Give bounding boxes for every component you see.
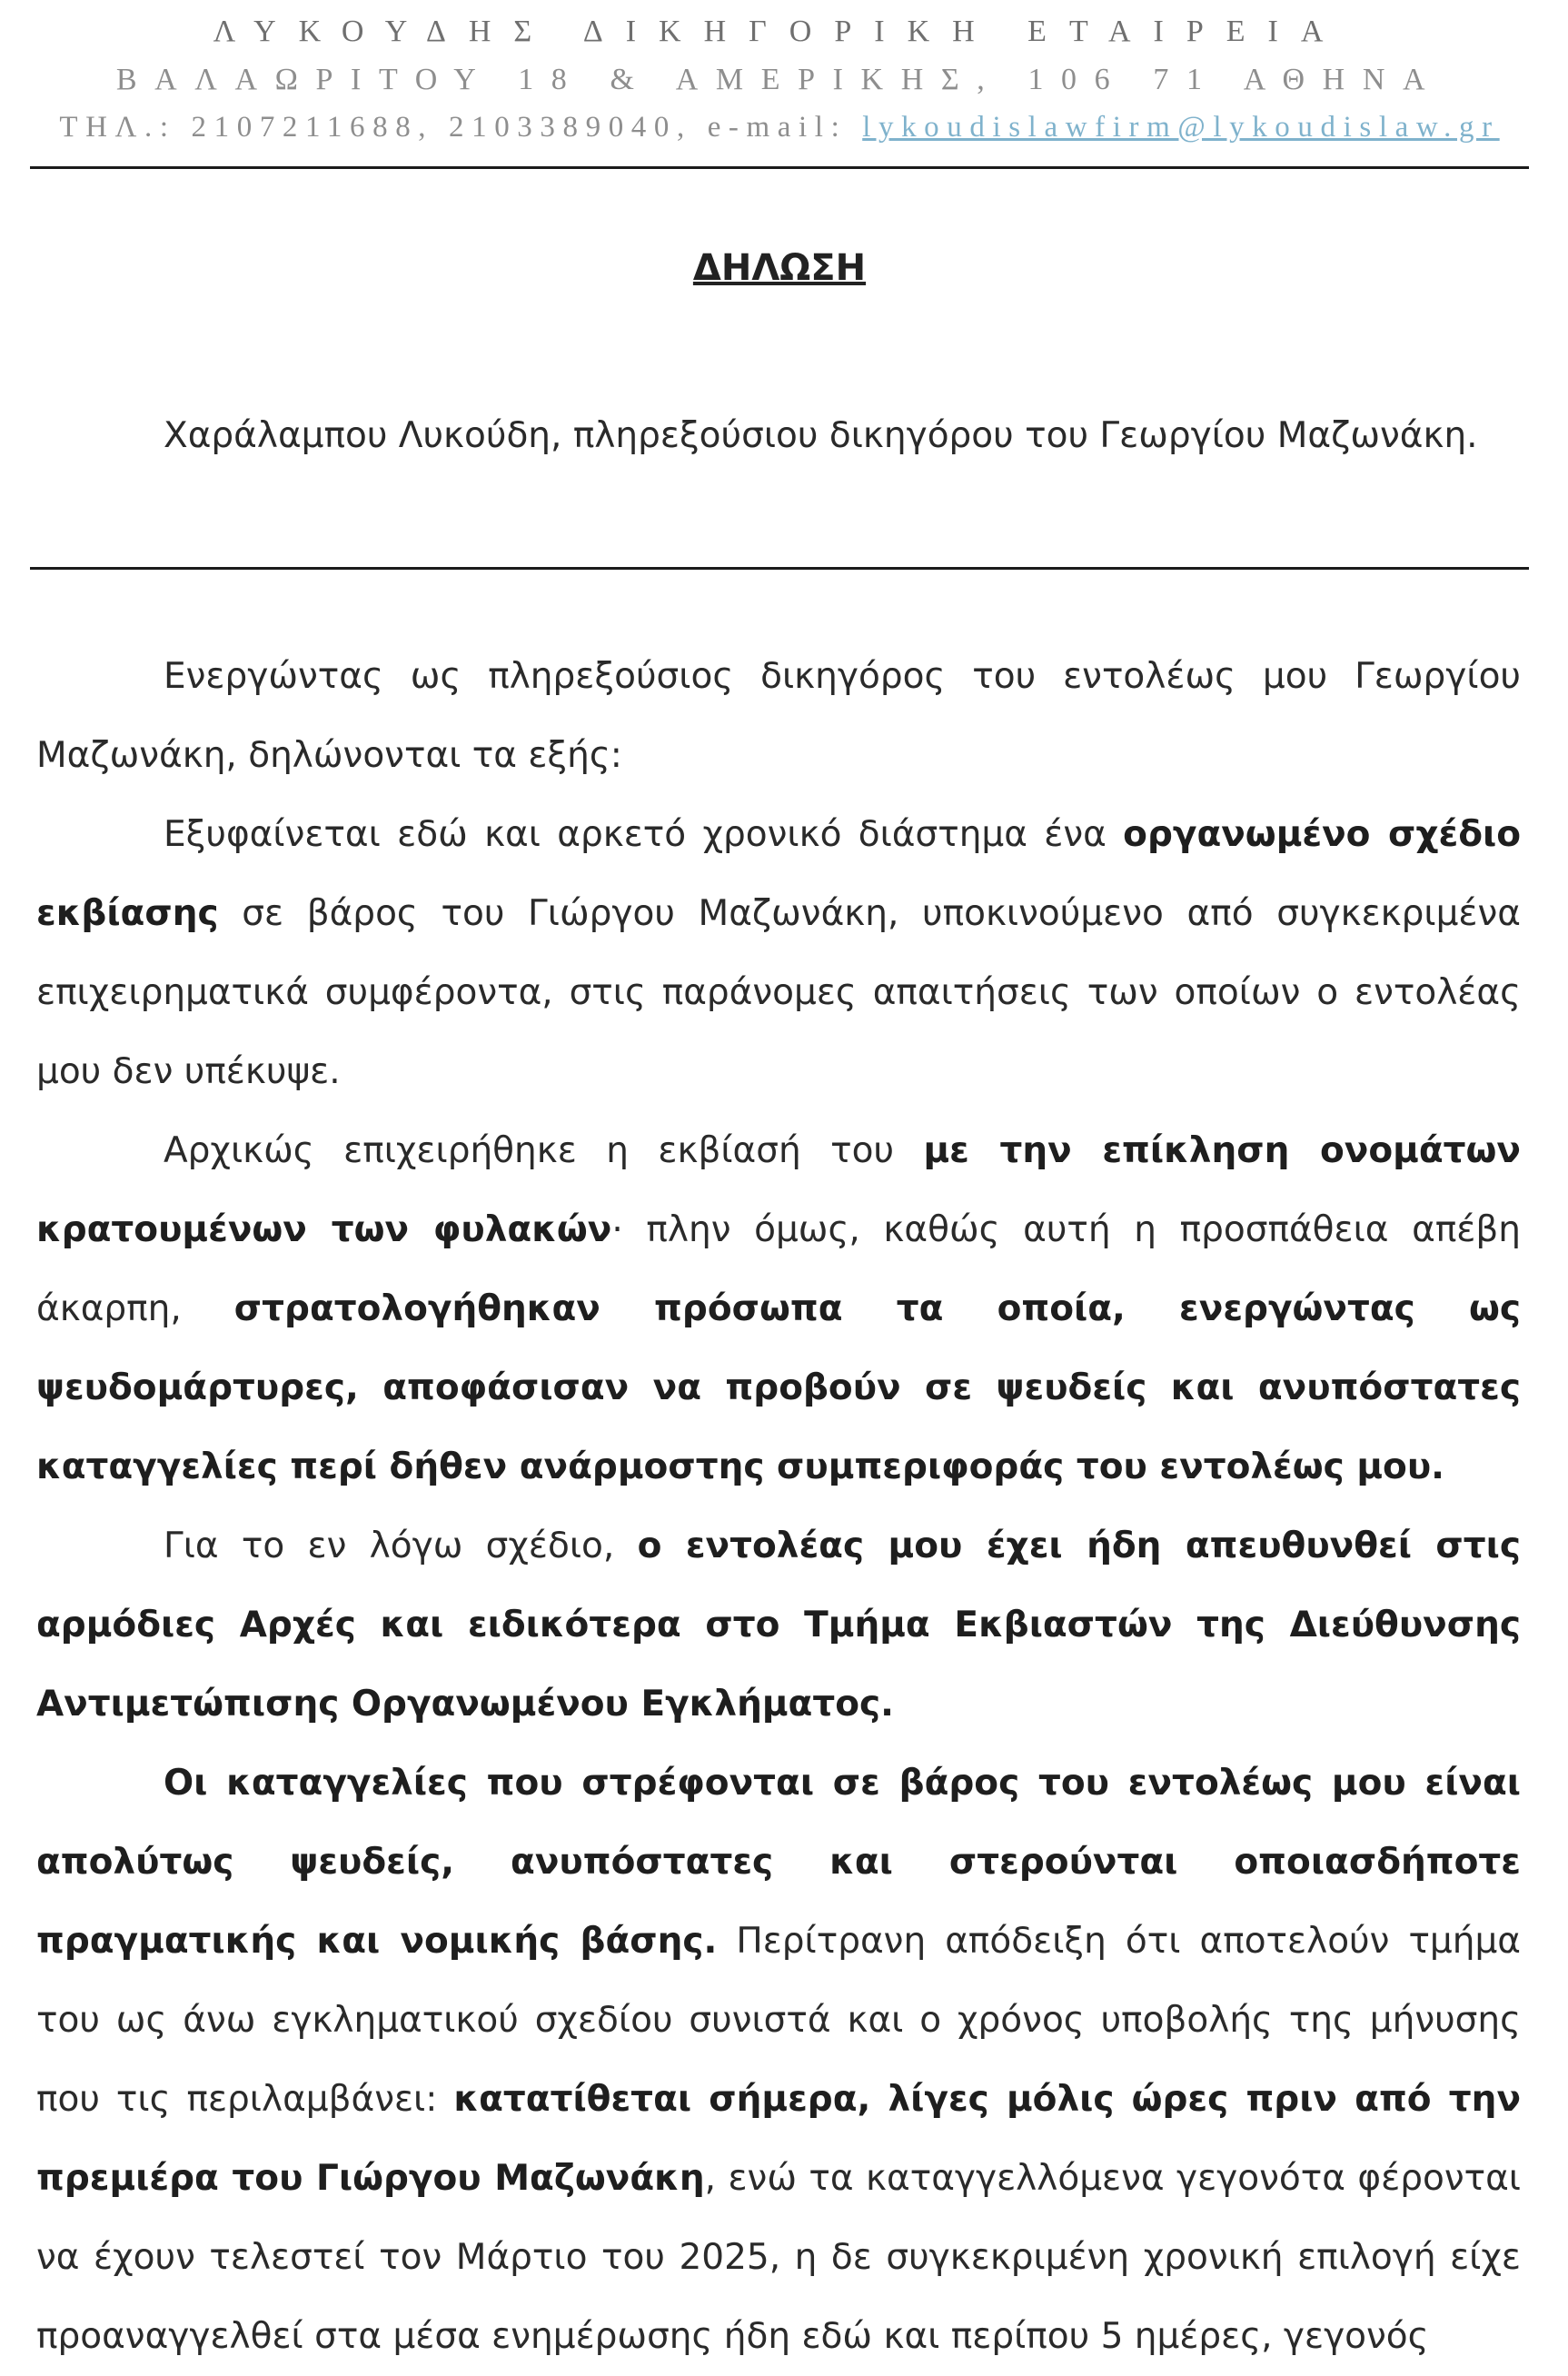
section-divider — [30, 567, 1529, 570]
text-run: Εξυφαίνεται εδώ και αρκετό χρονικό διάστημα ένα — [164, 814, 1124, 855]
statement-paragraph — [36, 795, 1521, 1111]
text-run: Για το εν λόγω σχέδιο, — [164, 1526, 638, 1566]
firm-address: ΒΑΛΑΩΡΙΤΟΥ 18 & ΑΜΕΡΙΚΗΣ, 106 71 ΑΘΗΝΑ — [115, 63, 1444, 96]
document-title: ΔΗΛΩΣΗ — [692, 247, 867, 289]
emphasis-run: κατατίθεται σήμερα, λίγες μόλις ώρες πριν από την πρεμιέρα του Γιώργου Μαζωνάκη — [36, 2079, 1522, 2199]
text-run: Αρχικώς επιχειρήθηκε η εκβίασή του — [164, 1130, 924, 1171]
text-run: σε βάρος του Γιώργου Μαζωνάκη, υποκινούμενο από συγκεκριμένα επιχειρηματικά συμφέροντα, στις παράνομες απαιτήσεις των οποίων ο εντολέας μου δεν υπέκυψε. — [36, 893, 1521, 1092]
email-link[interactable]: lykoudislawfirm@lykoudislaw.gr — [862, 111, 1500, 144]
contact-phones: ΤΗΛ.: 2107211688, 2103389040, e-mail: — [59, 111, 863, 144]
letterhead — [30, 7, 1529, 152]
firm-name: ΛΥΚΟΥΔΗΣ ΔΙΚΗΓΟΡΙΚΗ ΕΤΑΙΡΕΙΑ — [213, 15, 1346, 48]
text-run: Ενεργώντας ως πληρεξούσιος δικηγόρος του εντολέως μου Γεωργίου Μαζωνάκη, δηλώνονται τα εξής: — [36, 656, 1521, 776]
statement-body — [36, 637, 1521, 2376]
emphasis-run: με την επίκληση ονομάτων κρατουμένων των φυλακών — [36, 1130, 1521, 1250]
text-run: Περίτρανη απόδειξη ότι αποτελούν τμήμα του ως άνω εγκληματικού σχεδίου συνιστά και ο χρόνος υποβολής της μήνυσης που τις περιλαμβάνει: — [36, 1921, 1521, 2120]
statement-paragraph — [36, 1744, 1521, 2376]
signatory-line: Χαράλαμπου Λυκούδη, πληρεξούσιου δικηγόρου του Γεωργίου Μαζωνάκη. — [164, 415, 1478, 456]
header-divider — [30, 166, 1529, 169]
emphasis-run: στρατολογήθηκαν πρόσωπα τα οποία, ενεργώντας ως ψευδομάρτυρες, αποφάσισαν να προβούν σε ψευδείς και ανυπόστατες καταγγελίες περί δήθεν ανάρμοστης συμπεριφοράς του εντολέως μου. — [36, 1288, 1521, 1487]
text-run: · πλην όμως, καθώς αυτή η προσπάθεια απέβη άκαρπη, — [36, 1209, 1521, 1329]
firm-contact — [30, 104, 1529, 152]
emphasis-run: οργανωμένο σχέδιο εκβίασης — [36, 814, 1521, 934]
emphasis-run: ο εντολέας μου έχει ήδη απευθυνθεί στις αρμόδιες Αρχές και ειδικότερα στο Τμήμα Εκβιαστών της Διεύθυνσης Αντιμετώπισης Οργανωμένου Εγκλήματος. — [36, 1526, 1521, 1725]
statement-paragraph — [36, 637, 1521, 795]
text-run: , ενώ τα καταγγελλόμενα γεγονότα φέρονται να έχουν τελεστεί τον Μάρτιο του 2025, η δε συγκεκριμένη χρονική επιλογή είχε προαναγγελθεί στα μέσα ενημέρωσης ήδη εδώ και περίπου 5 ημέρες, γεγονός — [36, 2158, 1521, 2357]
emphasis-run: Οι καταγγελίες που στρέφονται σε βάρος του εντολέως μου είναι απολύτως ψευδείς, ανυπόστατες και στερούνται οποιασδήποτε πραγματικής και νομικής βάσης. — [36, 1763, 1521, 1962]
statement-paragraph — [36, 1111, 1521, 1506]
statement-paragraph — [36, 1506, 1521, 1744]
